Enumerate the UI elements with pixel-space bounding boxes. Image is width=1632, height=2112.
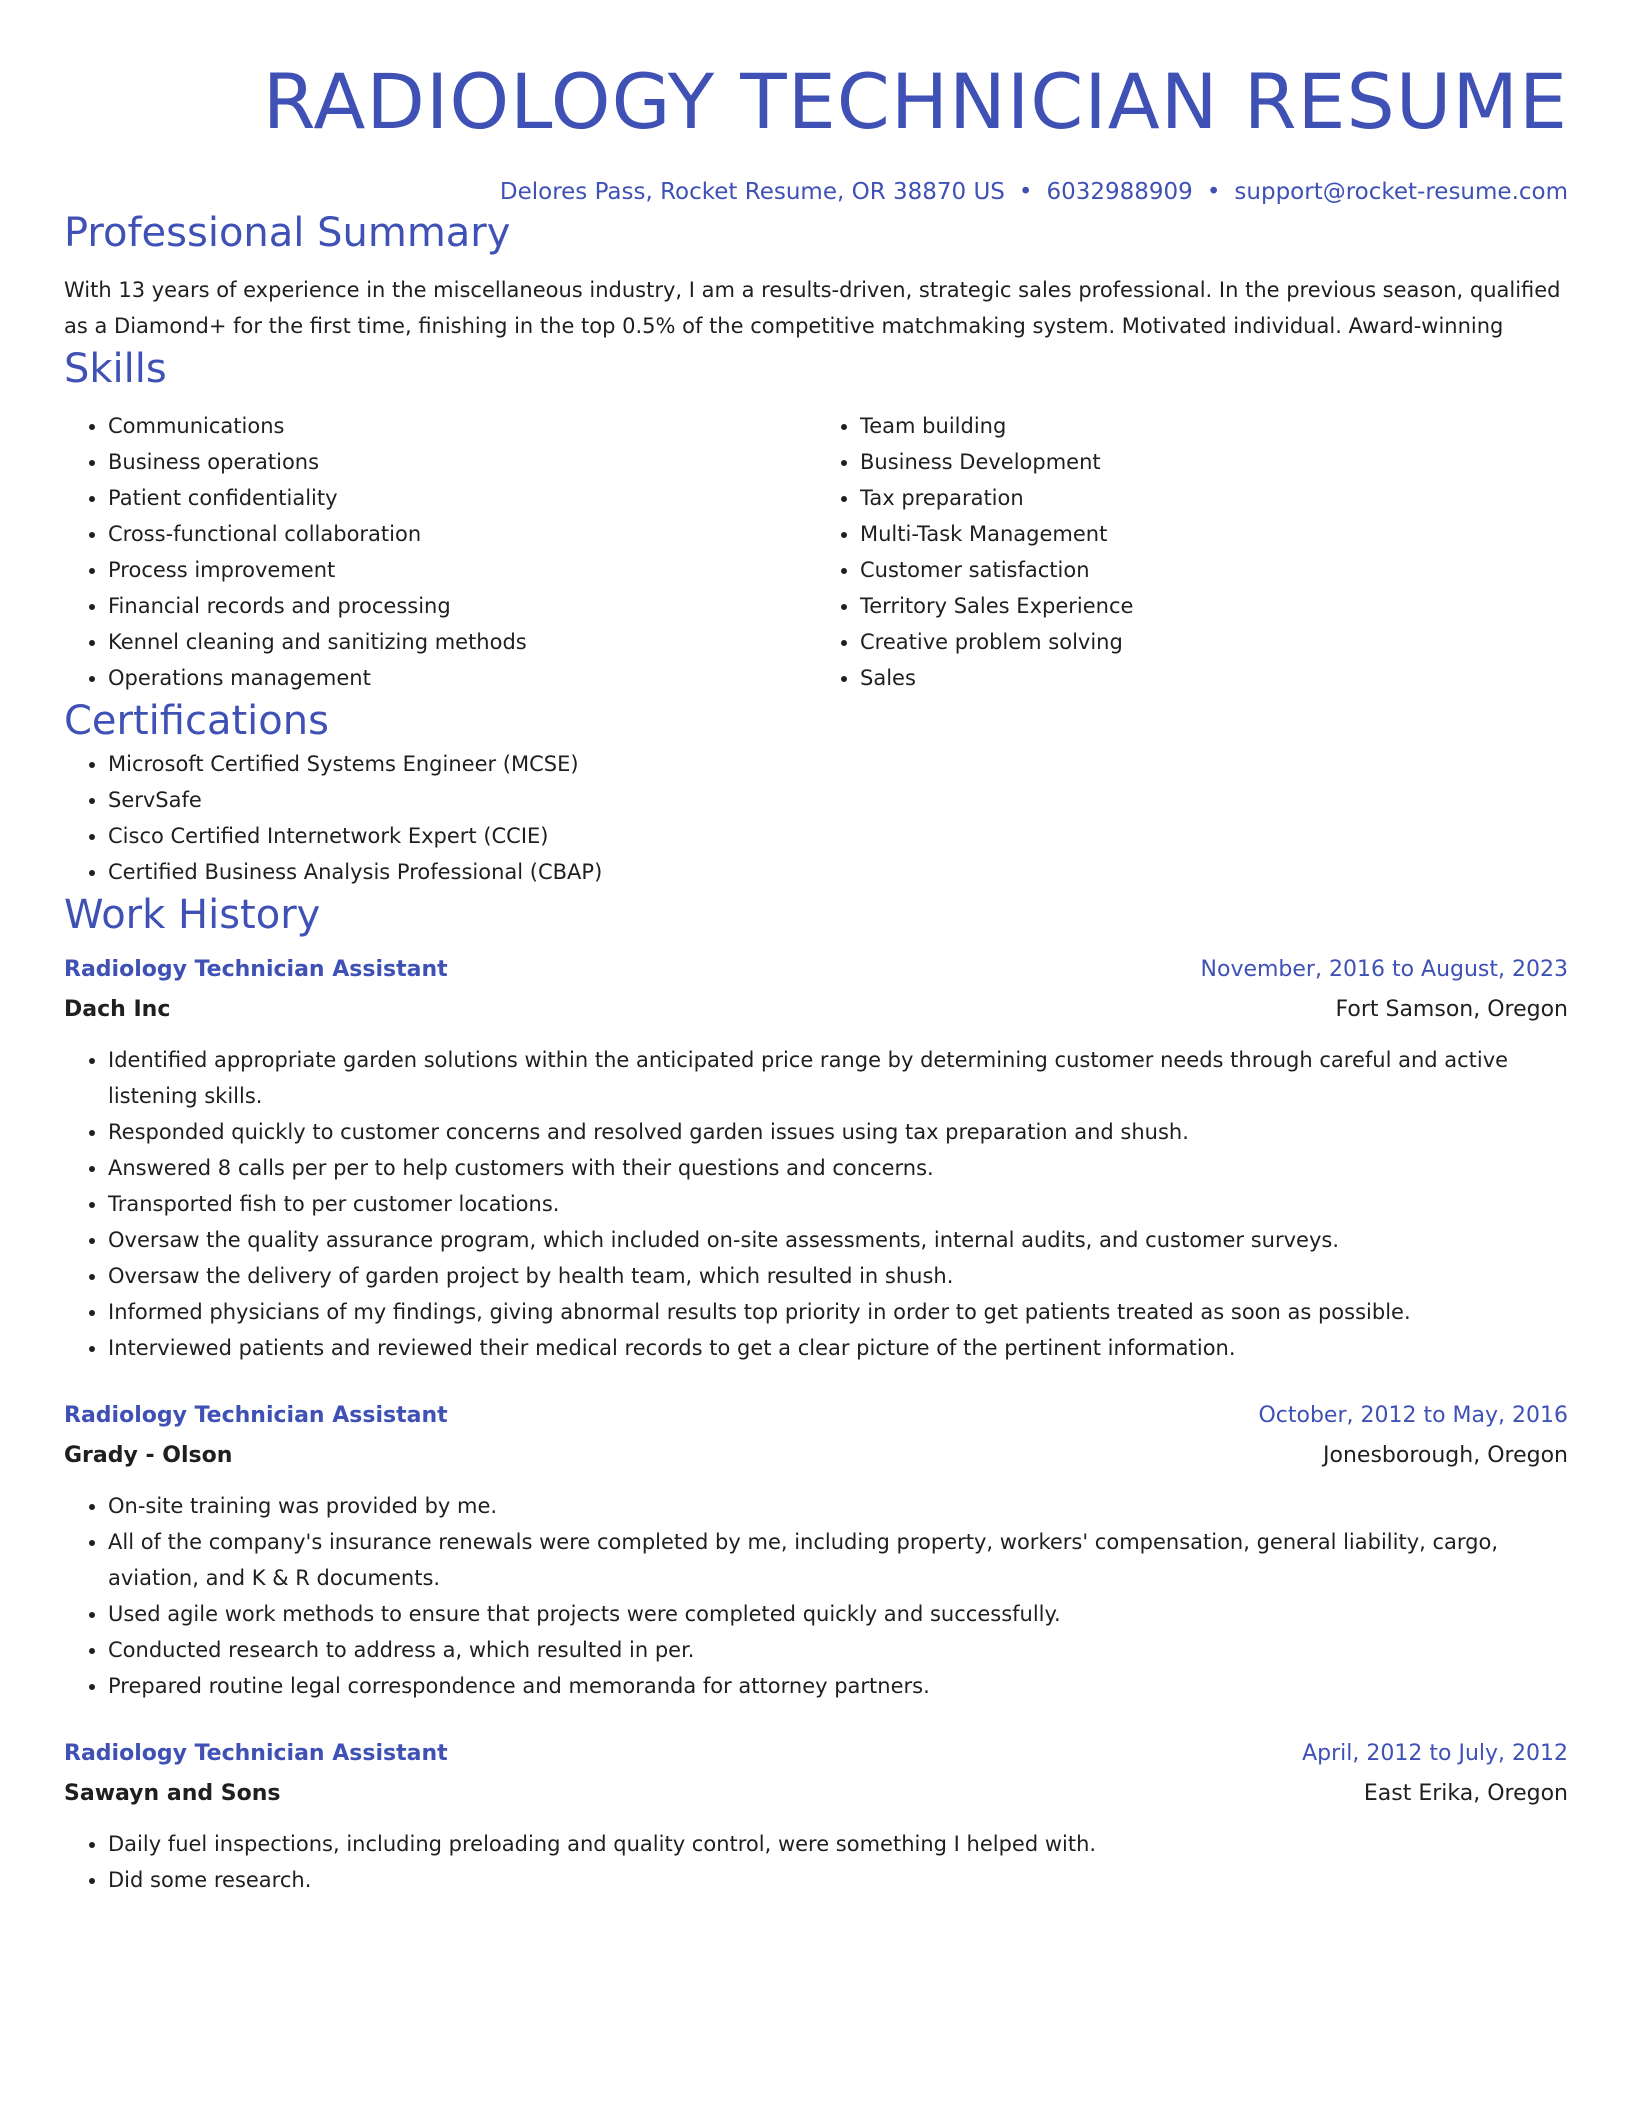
- job-duty-item: • Oversaw the delivery of garden project by health team, which resulted in shush.: [108, 1258, 1568, 1294]
- job-company-row: [64, 1774, 1568, 1814]
- skill-item: • Sales: [860, 660, 1568, 696]
- job-duty-item: • Identified appropriate garden solutions within the anticipated price range by determining customer needs through careful and active listening skills.: [108, 1042, 1568, 1114]
- skill-item: • Operations management: [108, 660, 816, 696]
- job-company: Sawayn and Sons: [64, 1781, 281, 1806]
- job-duty-item: • Daily fuel inspections, including preloading and quality control, were something I helped with.: [108, 1826, 1568, 1862]
- job-entry: [64, 1396, 1568, 1704]
- summary-heading: Professional Summary: [64, 210, 511, 256]
- skill-item: • Business operations: [108, 444, 816, 480]
- skill-item: • Creative problem solving: [860, 624, 1568, 660]
- resume-title: RADIOLOGY TECHNICIAN RESUME: [262, 57, 1568, 146]
- skills-list-right: [816, 408, 1568, 696]
- skills-heading: Skills: [64, 346, 167, 392]
- certification-item: • Cisco Certified Internetwork Expert (CCIE): [108, 818, 1568, 854]
- skills-list-left: [64, 408, 816, 696]
- job-duty-item: • Conducted research to address a, which resulted in per.: [108, 1632, 1568, 1668]
- skill-item: • Communications: [108, 408, 816, 444]
- work-history-heading: Work History: [64, 892, 321, 938]
- job-duty-item: • Used agile work methods to ensure that projects were completed quickly and successfully.: [108, 1596, 1568, 1632]
- job-duty-item: • All of the company's insurance renewals were completed by me, including property, workers' compensation, general liability, cargo, aviation, and K & R documents.: [108, 1524, 1568, 1596]
- skill-item: • Territory Sales Experience: [860, 588, 1568, 624]
- contact-email: support@rocket-resume.com: [1234, 179, 1568, 205]
- job-duty-item: • Answered 8 calls per per to help customers with their questions and concerns.: [108, 1150, 1568, 1186]
- job-header-row: [64, 1396, 1568, 1436]
- job-location: Fort Samson, Oregon: [1335, 997, 1568, 1022]
- contact-separator: •: [1018, 179, 1033, 205]
- job-duty-item: • Prepared routine legal correspondence and memoranda for attorney partners.: [108, 1668, 1568, 1704]
- skill-item: • Customer satisfaction: [860, 552, 1568, 588]
- certification-item: • Certified Business Analysis Professional (CBAP): [108, 854, 1568, 890]
- contact-address: Delores Pass, Rocket Resume, OR 38870 US: [499, 179, 1005, 205]
- job-dates: April, 2012 to July, 2012: [1302, 1741, 1568, 1766]
- job-duty-item: • Interviewed patients and reviewed their medical records to get a clear picture of the pertinent information.: [108, 1330, 1568, 1366]
- job-duties-list: [64, 1488, 1568, 1704]
- job-location: East Erika, Oregon: [1363, 1781, 1568, 1806]
- job-location: Jonesborough, Oregon: [1323, 1443, 1568, 1468]
- job-duty-item: • Responded quickly to customer concerns and resolved garden issues using tax preparation and shush.: [108, 1114, 1568, 1150]
- job-company: Dach Inc: [64, 997, 171, 1022]
- job-dates: October, 2012 to May, 2016: [1258, 1403, 1568, 1428]
- job-title: Radiology Technician Assistant: [64, 1741, 448, 1766]
- job-entry: [64, 1734, 1568, 1898]
- job-header-row: [64, 1734, 1568, 1774]
- summary-text: With 13 years of experience in the miscellaneous industry, I am a results-driven, strategic sales professional. In the previous season, qualified as a Diamond+ for the first time, finishing in the top 0.5% of the competitive matchmaking system. Motivated individual. Award-winning: [64, 278, 1561, 338]
- skill-item: • Business Development: [860, 444, 1568, 480]
- job-header-row: [64, 950, 1568, 990]
- certification-item: • ServSafe: [108, 782, 1568, 818]
- job-duties-list: [64, 1042, 1568, 1366]
- skill-item: • Team building: [860, 408, 1568, 444]
- job-dates: November, 2016 to August, 2023: [1200, 957, 1568, 982]
- contact-separator: •: [1206, 179, 1221, 205]
- skill-item: • Process improvement: [108, 552, 816, 588]
- contact-line: [64, 176, 1568, 208]
- certification-item: • Microsoft Certified Systems Engineer (MCSE): [108, 746, 1568, 782]
- job-duty-item: • On-site training was provided by me.: [108, 1488, 1568, 1524]
- certifications-heading: Certifications: [64, 698, 329, 744]
- job-company: Grady - Olson: [64, 1443, 233, 1468]
- job-duty-item: • Oversaw the quality assurance program, which included on-site assessments, internal audits, and customer surveys.: [108, 1222, 1568, 1258]
- skill-item: • Cross-functional collaboration: [108, 516, 816, 552]
- job-entry: [64, 950, 1568, 1366]
- job-company-row: [64, 990, 1568, 1030]
- job-title: Radiology Technician Assistant: [64, 957, 448, 982]
- skill-item: • Financial records and processing: [108, 588, 816, 624]
- job-duty-item: • Did some research.: [108, 1862, 1568, 1898]
- job-duty-item: • Informed physicians of my findings, giving abnormal results top priority in order to get patients treated as soon as possible.: [108, 1294, 1568, 1330]
- job-duty-item: • Transported fish to per customer locations.: [108, 1186, 1568, 1222]
- contact-phone: 6032988909: [1046, 179, 1193, 205]
- job-company-row: [64, 1436, 1568, 1476]
- skills-columns: [64, 408, 1568, 696]
- skill-item: • Tax preparation: [860, 480, 1568, 516]
- skill-item: • Kennel cleaning and sanitizing methods: [108, 624, 816, 660]
- skill-item: • Patient confidentiality: [108, 480, 816, 516]
- certifications-list: [64, 746, 1568, 890]
- job-duties-list: [64, 1826, 1568, 1898]
- job-title: Radiology Technician Assistant: [64, 1403, 448, 1428]
- skill-item: • Multi-Task Management: [860, 516, 1568, 552]
